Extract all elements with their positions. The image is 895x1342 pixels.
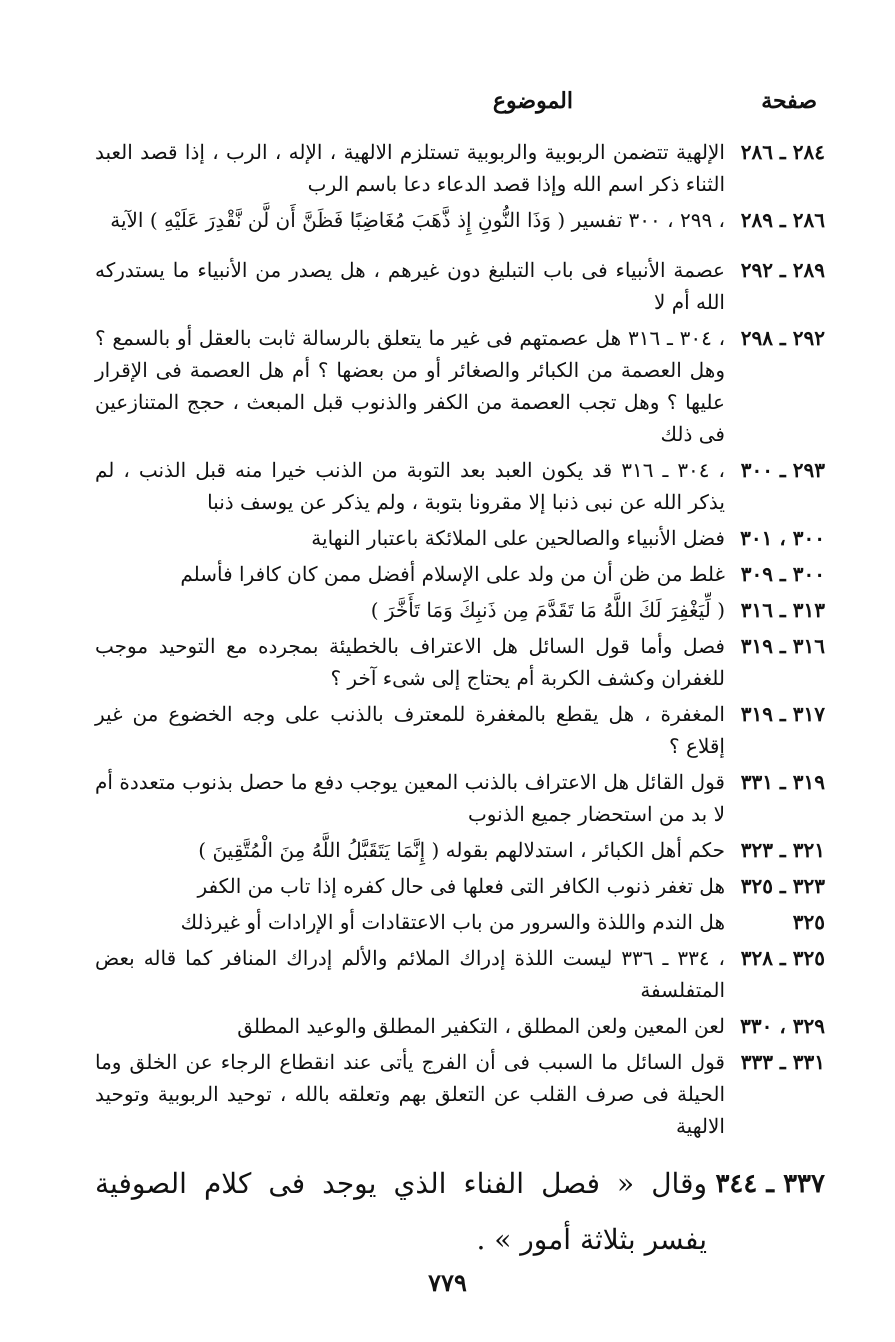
entry-pages: ٢٩٢ ـ ٢٩٨ <box>740 326 825 350</box>
entry-topic: المغفرة ، هل يقطع بالمغفرة للمعترف بالذنب على وجه الخضوع من غير إقلاع ؟ <box>95 702 725 758</box>
entry-pages: ٣٢٣ ـ ٣٢٥ <box>740 874 825 898</box>
entry-topic: حكم أهل الكبائر ، استدلالهم بقوله ( إِنَّمَا يَتَقَبَّلُ اللَّهُ مِنَ الْمُتَّقِينَ ) <box>198 838 725 862</box>
entry-pages: ٣٢٩ ، ٣٣٠ <box>740 1014 825 1038</box>
index-entry <box>95 1010 825 1042</box>
index-entry <box>95 1046 825 1142</box>
entry-topic: قول السائل ما السبب فى أن الفرج يأتى عند انقطاع الرجاء عن الخلق وما الحيلة فى صرف القلب عن التعلق بهم وتعلقه بالله ، توحيد الربوبية وتوحيد الالهية <box>95 1050 725 1138</box>
index-entry <box>95 698 825 762</box>
index-entry <box>95 594 825 626</box>
index-entry <box>95 454 825 518</box>
index-entry <box>95 834 825 866</box>
index-entry <box>95 322 825 450</box>
entry-topic: هل تغفر ذنوب الكافر التى فعلها فى حال كفره إذا تاب من الكفر <box>197 874 725 898</box>
entry-pages: ٣١٣ ـ ٣١٦ <box>740 598 825 622</box>
entry-topic: ( لِّيَغْفِرَ لَكَ اللَّهُ مَا تَقَدَّمَ مِن ذَنبِكَ وَمَا تَأَخَّرَ ) <box>370 598 725 622</box>
index-entry <box>95 906 825 938</box>
index-entry <box>95 522 825 554</box>
entry-topic: قول القائل هل الاعتراف بالذنب المعين يوجب دفع ما حصل بذنوب متعددة أم لا بد من استحضار جميع الذنوب <box>95 770 725 826</box>
index-entry <box>95 630 825 694</box>
index-entries <box>95 136 825 1272</box>
entry-pages: ٣١٦ ـ ٣١٩ <box>740 634 825 658</box>
entry-topic: ، ٣٠٤ ـ ٣١٦ هل عصمتهم فى غير ما يتعلق بالرسالة ثابت بالعقل أو بالسمع ؟ وهل العصمة من الكبائر والصغائر أو من بعضها ؟ أم هل العصمة فى الإقرار عليها ؟ وهل تجب العصمة من الكفر والذنوب قبل المبعث ، حجج المتنازعين فى ذلك <box>95 326 726 446</box>
index-entry <box>95 942 825 1006</box>
entry-pages: ٣٣٧ ـ ٣٤٤ <box>715 1169 825 1199</box>
entry-pages: ٣٠٠ ـ ٣٠٩ <box>740 562 825 586</box>
topic-column-header: الموضوع <box>492 88 573 114</box>
entry-topic: فصل وأما قول السائل هل الاعتراف بالخطيئة بمجرده مع التوحيد موجب للغفران وكشف الكربة أم يحتاج إلى شىء آخر ؟ <box>95 634 725 690</box>
index-entry <box>95 254 825 318</box>
entry-topic: وقال « فصل الفناء الذي يوجد فى كلام الصوفية يفسر بثلاثة أمور » . <box>95 1167 707 1256</box>
index-entry <box>95 1156 825 1268</box>
entry-pages: ٣٢٥ <box>792 910 825 934</box>
entry-topic: لعن المعين ولعن المطلق ، التكفير المطلق والوعيد المطلق <box>237 1014 725 1038</box>
entry-topic: غلط من ظن أن من ولد على الإسلام أفضل ممن كان كافرا فأسلم <box>180 562 725 586</box>
entry-pages: ٢٩٣ ـ ٣٠٠ <box>740 458 825 482</box>
entry-pages: ٢٨٩ ـ ٢٩٢ <box>740 258 825 282</box>
entry-pages: ٣٢٥ ـ ٣٢٨ <box>740 946 825 970</box>
entry-topic: ، ٢٩٩ ، ٣٠٠ تفسير ( وَذَا النُّونِ إِذ ذَّهَبَ مُغَاضِبًا فَظَنَّ أَن لَّن نَّقْدِرَ عَلَيْهِ ) الآية <box>110 208 725 232</box>
entry-topic: الإلهية تتضمن الربوبية والربوبية تستلزم الالهية ، الإله ، الرب ، إذا قصد العبد الثناء ذكر اسم الله وإذا قصد الدعاء دعا باسم الرب <box>95 140 725 196</box>
page-column-header: صفحة <box>761 88 817 114</box>
entry-pages: ٣١٩ ـ ٣٣١ <box>740 770 825 794</box>
entry-pages: ٢٨٦ ـ ٢٨٩ <box>740 208 825 232</box>
page-number: ٧٧٩ <box>428 1268 467 1297</box>
entry-topic: ، ٣٠٤ ـ ٣١٦ قد يكون العبد بعد التوبة من الذنب خيرا منه قبل الذنب ، لم يذكر الله عن نبى ذنبا إلا مقرونا بتوبة ، ولم يذكر عن يوسف ذنبا <box>95 458 725 514</box>
entry-pages: ٣١٧ ـ ٣١٩ <box>740 702 825 726</box>
entry-pages: ٢٨٤ ـ ٢٨٦ <box>740 140 825 164</box>
entry-pages: ٣٠٠ ، ٣٠١ <box>740 526 825 550</box>
index-entry <box>95 204 825 236</box>
index-entry <box>95 558 825 590</box>
entry-topic: فضل الأنبياء والصالحين على الملائكة باعتبار النهاية <box>311 526 725 550</box>
index-entry <box>95 870 825 902</box>
entry-pages: ٣٢١ ـ ٣٢٣ <box>740 838 825 862</box>
entry-topic: ، ٣٣٤ ـ ٣٣٦ ليست اللذة إدراك الملائم والألم إدراك المنافر كما قاله بعض المتفلسفة <box>95 946 726 1002</box>
index-entry <box>95 136 825 200</box>
entry-pages: ٣٣١ ـ ٣٣٣ <box>740 1050 825 1074</box>
entry-topic: عصمة الأنبياء فى باب التبليغ دون غيرهم ، هل يصدر من الأنبياء ما يستدركه الله أم لا <box>95 258 725 314</box>
entry-topic: هل الندم واللذة والسرور من باب الاعتقادات أو الإرادات أو غيرذلك <box>180 910 725 934</box>
index-entry <box>95 766 825 830</box>
